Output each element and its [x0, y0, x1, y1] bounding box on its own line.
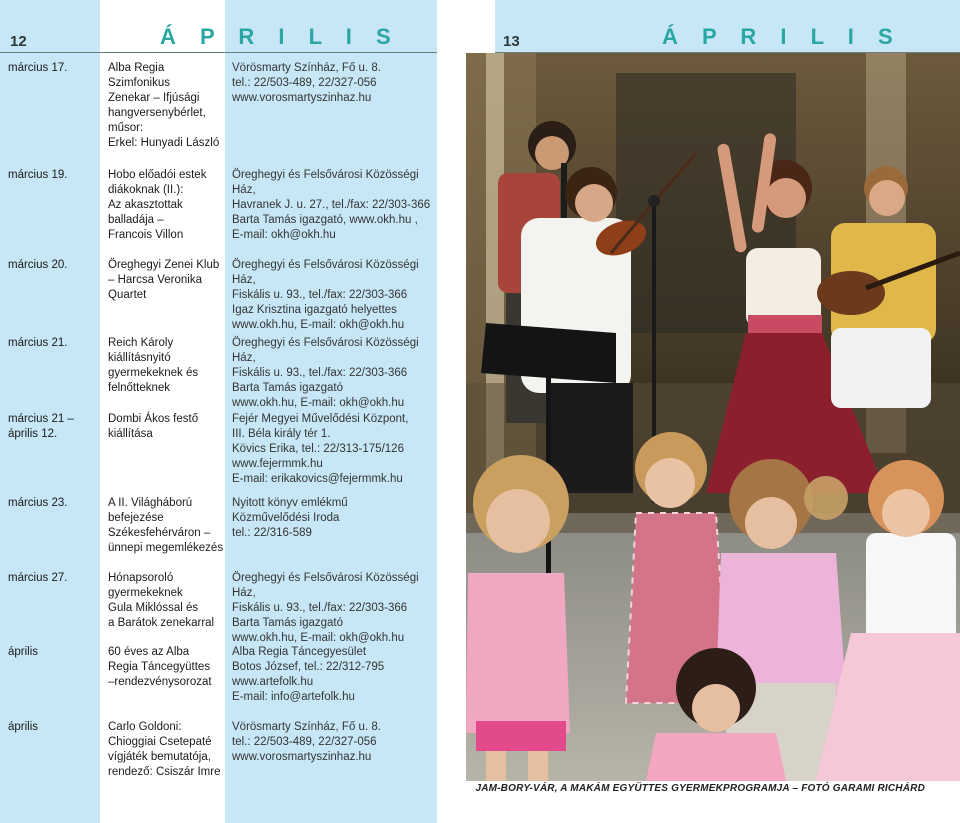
event-title: Hónapsoroló gyermekeknek Gula Miklóssal és a Barátok zenekarral	[108, 572, 215, 629]
page-number-right: 13	[503, 33, 520, 50]
event-date: április	[8, 721, 39, 733]
month-heading-right: Á P R I L I S	[662, 24, 902, 49]
event-date: március 17.	[8, 62, 68, 74]
event-venue: Vörösmarty Színház, Fő u. 8. tel.: 22/503-489, 22/327-056 www.vorosmartyszinhaz.hu	[232, 62, 381, 104]
event-date: március 21.	[8, 337, 68, 349]
event-title: A II. Világháború befejezése Székesfehérváron – ünnepi megemlékezés	[108, 497, 224, 554]
event-title: Carlo Goldoni: Chioggiai Csetepaté vígjáték bemutatója, rendező: Csiszár Imre	[108, 721, 221, 778]
header-rule-left	[0, 52, 437, 53]
event-venue: Öreghegyi és Felsővárosi Közösségi Ház, Fiskális u. 93., tel./fax: 22/303-366 Igaz Krisztina igazgató helyettes www.okh.hu, E-mail: okh@okh.hu	[232, 259, 419, 331]
event-venue: Fejér Megyei Művelődési Központ, III. Béla király tér 1. Kövics Erika, tel.: 22/313-175/126 www.fejermmk.hu E-mail: erikakovics@fejermmk.hu	[232, 413, 409, 485]
concert-photo	[466, 53, 960, 781]
event-venue: Öreghegyi és Felsővárosi Közösségi Ház, Fiskális u. 93., tel./fax: 22/303-366 Barta Tamás igazgató www.okh.hu, E-mail: okh@okh.hu	[232, 572, 419, 644]
left-page	[0, 0, 465, 823]
event-venue: Nyitott könyv emlékmű Közművelődési Iroda tel.: 22/316-589	[232, 497, 348, 539]
event-venue: Öreghegyi és Felsővárosi Közösségi Ház, Havranek J. u. 27., tel./fax: 22/303-366 Barta Tamás igazgató, www.okh.hu , E-mail: okh@okh.hu	[232, 169, 431, 241]
page-number-left: 12	[10, 33, 27, 50]
event-title: Reich Károly kiállításnyitó gyermekeknek és felnőtteknek	[108, 337, 199, 394]
event-title: 60 éves az Alba Regia Táncegyüttes –rendezvénysorozat	[108, 646, 212, 688]
event-date: március 20.	[8, 259, 68, 271]
event-venue: Alba Regia Táncegyesület Botos József, tel.: 22/312-795 www.artefolk.hu E-mail: info@artefolk.hu	[232, 646, 385, 703]
event-date: március 27.	[8, 572, 68, 584]
event-date: április	[8, 646, 39, 658]
event-date: március 21 – április 12.	[8, 413, 74, 440]
event-title: Öreghegyi Zenei Klub – Harcsa Veronika Quartet	[108, 259, 220, 301]
event-date: március 19.	[8, 169, 68, 181]
event-venue: Öreghegyi és Felsővárosi Közösségi Ház, Fiskális u. 93., tel./fax: 22/303-366 Barta Tamás igazgató www.okh.hu, E-mail: okh@okh.hu	[232, 337, 419, 409]
event-title: Hobo előadói estek diákoknak (II.): Az akasztottak balladája – Francois Villon	[108, 169, 207, 241]
photo-caption: JAM-BORY-VÁR, A MAKÁM EGYÜTTES GYERMEKPROGRAMJA – FOTÓ GARAMI RICHÁRD	[475, 783, 925, 794]
event-venue: Vörösmarty Színház, Fő u. 8. tel.: 22/503-489, 22/327-056 www.vorosmartyszinhaz.hu	[232, 721, 381, 763]
event-title: Alba Regia Szimfonikus Zenekar – Ifjúsági hangversenybérlet, műsor: Erkel: Hunyadi László	[108, 62, 220, 149]
event-date: március 23.	[8, 497, 68, 509]
month-heading-left: Á P R I L I S	[160, 24, 400, 49]
event-title: Dombi Ákos festő kiállítása	[108, 413, 199, 440]
